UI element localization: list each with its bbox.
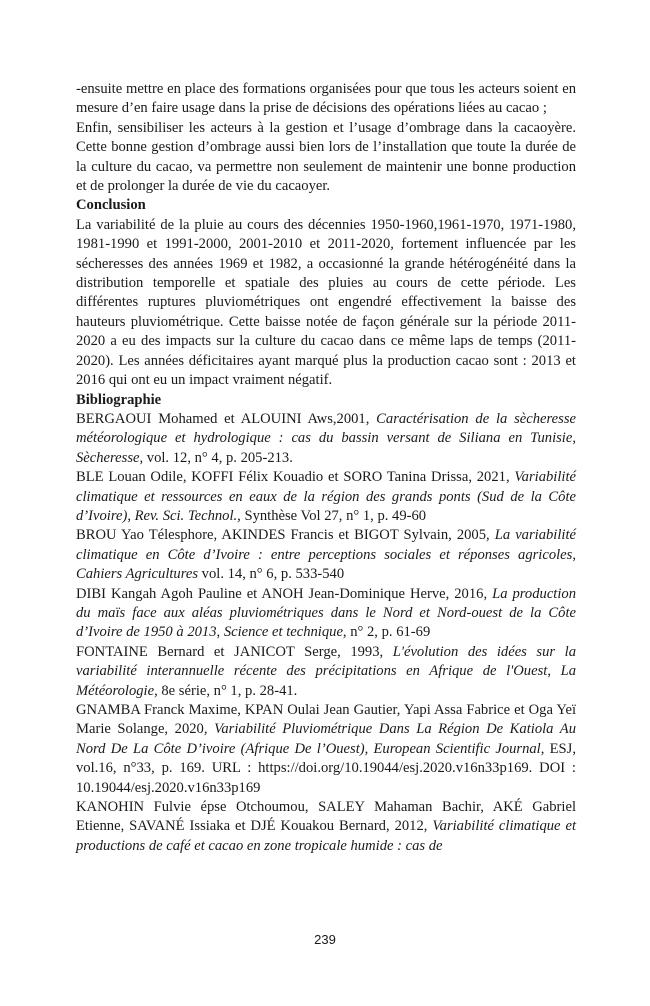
entry-title: Variabilité climatique et ressources en eaux de la région des grands ponts (Sud de la Côte d’Ivoire) [76,469,576,524]
entry-title: Caractérisation de la sècheresse météorologique et hydrologique : cas du bassin versant de Siliana en Tunisie [76,410,576,447]
entry-journal: Cahiers Agricultures [76,566,199,583]
entry-title: La variabilité climatique en Côte d’Ivoire : entre perceptions sociales et réponses agricoles [76,527,576,563]
entry-title: Variabilité Pluviométrique Dans La Région De Katiola Au Nord De La Côte D’ivoire (Afrique De l’Ouest) [76,721,576,757]
bibliography-entry [76,701,576,798]
entry-authors: KANOHIN Fulvie épse Otchoumou, SALEY Mahaman Bachir, AKÉ Gabriel Etienne, SAVANÉ Issiaka et DJÉ Kouakou Bernard, 2012, [76,799,576,835]
entry-separator: , [572,546,576,563]
entry-journal: Sècheresse [76,449,140,466]
bibliography-entry [76,526,576,584]
bibliography-entry [76,585,576,643]
entry-journal: European Scientific Journal [373,740,541,757]
entry-authors: BERGAOUI Mohamed et ALOUINI Aws,2001, [76,410,377,427]
entry-authors: BLE Louan Odile, KOFFI Félix Kouadio et SORO Tanina Drissa, 2021, [76,469,515,486]
entry-details: , vol. 12, n° 4, p. 205-213. [139,449,293,466]
entry-title: Variabilité climatique et productions de café et cacao en zone tropicale humide : cas de [76,818,576,854]
entry-authors: BROU Yao Télesphore, AKINDES Francis et BIGOT Sylvain, 2005, [76,527,495,544]
entry-details: , 8e série, n° 1, p. 28-41. [154,682,298,699]
entry-separator: , [127,507,135,524]
entry-details: n° 2, p. 61-69 [346,624,431,641]
entry-details: , ESJ, vol.16, n°33, p. 169. URL : https://doi.org/10.19044/esj.2020.v16n33p169. DOI : 10.19044/esj.2020.v16n33p169 [76,740,576,796]
entry-separator: , [572,430,576,447]
entry-title: L'évolution des idées sur la variabilité interannuelle récente des précipitations en Afrique de l'Ouest [76,643,576,680]
entry-details: vol. 14, n° 6, p. 533-540 [198,566,345,583]
page-number: 239 [314,932,336,947]
conclusion-text: La variabilité de la pluie au cours des décennies 1950-1960,1961-1970, 1971-1980, 1981-1990 et 1991-2000, 2001-2010 et 2011-2020, fortement influencée par les sécheresses des années 1969 et 1982, a occasionné la grande hétérogénéité dans la distribution temporelle et spatiale des pluies au cours de cette période. Les différentes ruptures pluviométriques ont engendré effectivement la baisse des hauteurs pluviométrique. Cette baisse notée de façon générale sur la période 2011-2020 a eu des impacts sur la culture du cacao dans ce même laps de temps (2011-2020). Les années déficitaires ayant marqué plus la production cacao sont : 2013 et 2016 qui ont eu un impact vraiment négatif. [76,216,576,389]
entry-authors: GNAMBA Franck Maxime, KPAN Oulai Jean Gautier, Yapi Assa Fabrice et Oga Yeï Marie Solange, 2020, [76,702,576,738]
bibliography-entry [76,643,576,701]
bibliography-heading: Bibliographie [76,391,162,408]
paragraph: -ensuite mettre en place des formations organisées pour que tous les acteurs soient en mesure d’en faire usage dans la prise de décisions des opérations liées au cacao ; [76,81,576,117]
entry-journal: La Météorologie [76,663,577,699]
entry-separator: , [547,663,561,680]
bibliography-entry [76,410,576,468]
entry-separator: , [216,624,224,641]
entry-authors: DIBI Kangah Agoh Pauline et ANOH Jean-Dominique Herve, 2016, [76,585,493,602]
bibliography-entry [76,798,576,856]
paragraph: Enfin, sensibiliser les acteurs à la gestion et l’usage d’ombrage dans la cacaoyère. Cette bonne gestion d’ombrage aussi bien lors de l’installation que toute la durée de la culture du cacao, va permettre non seulement de maintenir une bonne production et de prolonger la durée de vie du cacaoyer. [76,119,576,195]
conclusion-heading: Conclusion [76,197,146,214]
page-content [76,80,576,856]
entry-title: La production du maïs face aux aléas pluviométriques dans le Nord et Nord-ouest de la Côte d’Ivoire de 1950 à 2013 [76,585,576,641]
entry-details: Synthèse Vol 27, n° 1, p. 49-60 [240,507,427,524]
bibliography-entry [76,468,576,526]
entry-journal: Rev. Sci. Technol., [134,507,241,524]
entry-authors: FONTAINE Bernard et JANICOT Serge, 1993, [76,643,393,660]
entry-journal: Science et technique, [223,624,347,641]
entry-separator: , [364,740,374,757]
